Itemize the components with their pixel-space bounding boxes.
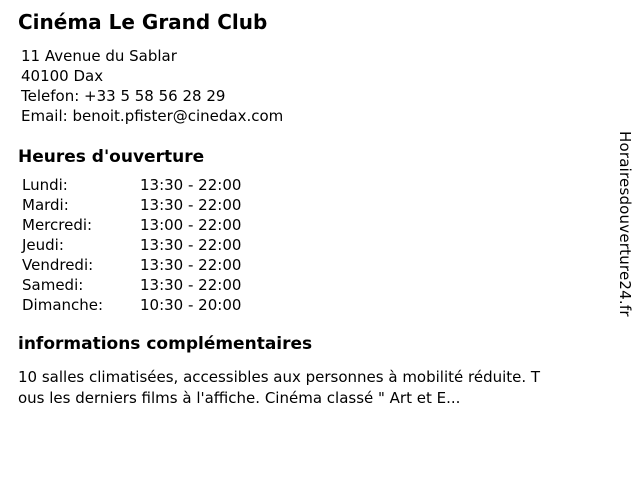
hours-row-sunday xyxy=(0,295,640,315)
day-label: Dimanche: xyxy=(22,296,104,314)
info-text-line-2: ous les derniers films à l'affiche. Cinéma classé " Art et E... xyxy=(18,389,461,407)
day-label: Lundi: xyxy=(22,176,68,194)
hours-row-saturday xyxy=(0,275,640,295)
day-label: Samedi: xyxy=(22,276,84,294)
address-city: 40100 Dax xyxy=(21,67,104,85)
site-watermark: Horairesdouverture24.fr xyxy=(616,131,634,317)
day-hours: 13:30 - 22:00 xyxy=(140,176,242,194)
hours-row-thursday xyxy=(0,235,640,255)
day-label: Vendredi: xyxy=(22,256,94,274)
address-street: 11 Avenue du Sablar xyxy=(21,47,177,65)
additional-info-heading: informations complémentaires xyxy=(18,334,313,354)
hours-row-tuesday xyxy=(0,195,640,215)
day-label: Mardi: xyxy=(22,196,69,214)
business-name: Cinéma Le Grand Club xyxy=(18,10,268,34)
hours-heading: Heures d'ouverture xyxy=(18,147,205,167)
email-line: Email: benoit.pfister@cinedax.com xyxy=(21,107,284,125)
day-hours: 13:30 - 22:00 xyxy=(140,196,242,214)
day-hours: 10:30 - 20:00 xyxy=(140,296,242,314)
additional-info-text xyxy=(18,367,610,409)
day-hours: 13:30 - 22:00 xyxy=(140,256,242,274)
address-block xyxy=(21,46,640,126)
hours-table xyxy=(0,175,640,315)
phone-line: Telefon: +33 5 58 56 28 29 xyxy=(21,87,226,105)
info-text-line-1: 10 salles climatisées, accessibles aux personnes à mobilité réduite. T xyxy=(18,368,541,386)
day-hours: 13:00 - 22:00 xyxy=(140,216,242,234)
hours-row-wednesday xyxy=(0,215,640,235)
day-hours: 13:30 - 22:00 xyxy=(140,236,242,254)
day-hours: 13:30 - 22:00 xyxy=(140,276,242,294)
day-label: Mercredi: xyxy=(22,216,93,234)
hours-row-friday xyxy=(0,255,640,275)
day-label: Jeudi: xyxy=(22,236,64,254)
hours-row-monday xyxy=(0,175,640,195)
